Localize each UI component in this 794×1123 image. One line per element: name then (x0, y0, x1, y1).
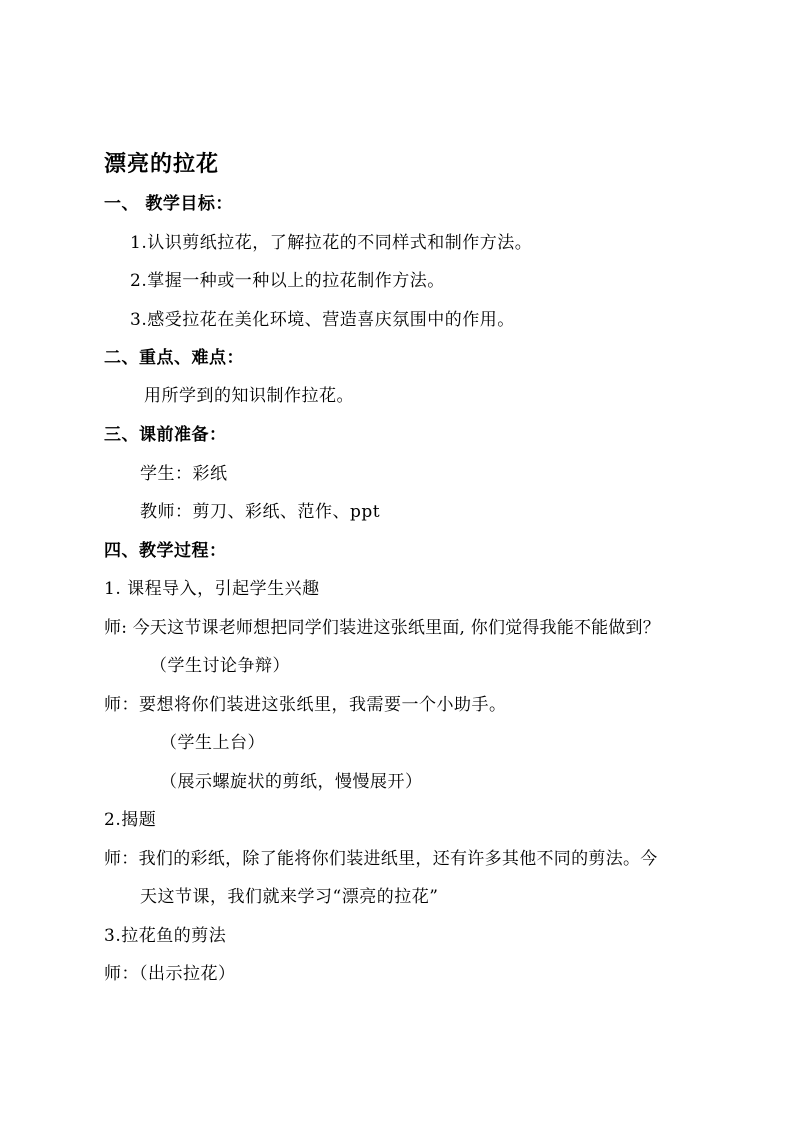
objective-item-1: 1.认识剪纸拉花，了解拉花的不同样式和制作方法。 (130, 233, 533, 253)
process-3-heading: 3.拉花鱼的剪法 (104, 926, 227, 946)
objective-item-3: 3.感受拉花在美化环境、营造喜庆氛围中的作用。 (130, 310, 515, 330)
process-2-line-1-cont: 天这节课，我们就来学习“漂亮的拉花” (140, 887, 439, 907)
process-1-line-1: 师: 今天这节课老师想把同学们装进这张纸里面, 你们觉得我能不能做到？ (104, 618, 660, 638)
section-2-heading: 二、重点、难点： (104, 348, 244, 368)
process-1-note-2: （学生上台） (160, 733, 265, 753)
section-3-heading: 三、课前准备： (104, 425, 227, 445)
process-1-line-2: 师：要想将你们装进这张纸里，我需要一个小助手。 (104, 695, 507, 715)
process-1-note-3: （展示螺旋状的剪纸，慢慢展开） (160, 772, 423, 792)
process-1-note-1: （学生讨论争辩） (150, 656, 290, 676)
prep-student: 学生：彩纸 (140, 464, 228, 484)
process-2-line-1: 师：我们的彩纸，除了能将你们装进纸里，还有许多其他不同的剪法。今 (104, 849, 658, 869)
section-4-heading: 四、教学过程： (104, 541, 227, 561)
prep-teacher: 教师：剪刀、彩纸、范作、ppt (140, 502, 381, 522)
process-1-heading: 1. 课程导入，引起学生兴趣 (104, 579, 320, 599)
process-2-heading: 2.揭题 (104, 810, 157, 830)
section-1-heading: 一、 教学目标： (104, 194, 233, 214)
document-title: 漂亮的拉花 (104, 151, 220, 177)
objective-item-2: 2.掌握一种或一种以上的拉花制作方法。 (130, 271, 445, 291)
key-point-text: 用所学到的知识制作拉花。 (144, 386, 354, 406)
process-3-line-1: 师：（出示拉花） (104, 964, 236, 984)
